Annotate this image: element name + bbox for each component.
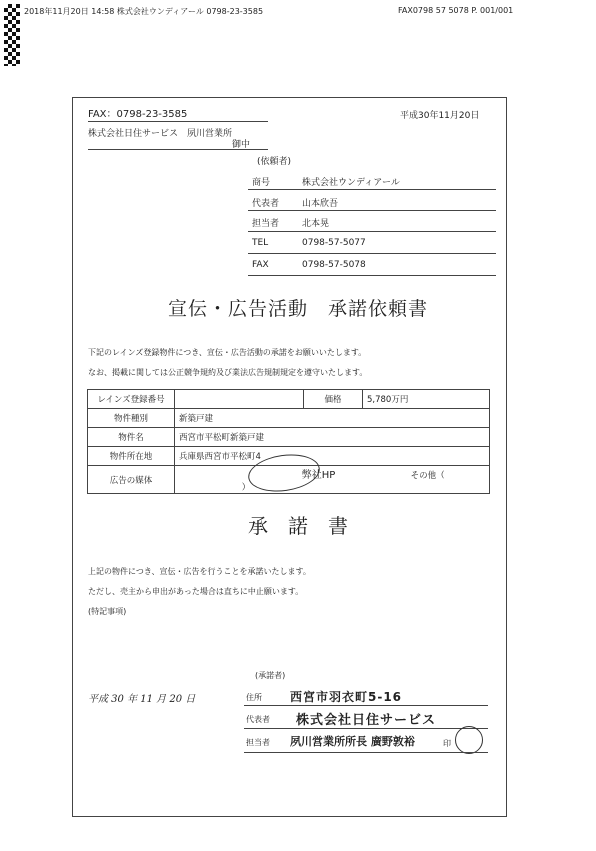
- property-address-value: 兵庫県西宮市平松町4: [175, 447, 490, 466]
- property-address-label: 物件所在地: [88, 447, 175, 466]
- property-type-value: 新築戸建: [175, 409, 490, 428]
- reins-value: [175, 390, 304, 409]
- price-value: 5,780万円: [363, 390, 490, 409]
- staff-label: 担当者: [246, 738, 270, 747]
- property-name-value: 西宮市平松町新築戸建: [175, 428, 490, 447]
- representative-value: 株式会社日住サービス: [296, 713, 437, 728]
- requester-label-staff: 担当者: [252, 219, 280, 229]
- media-other-close: ）: [241, 483, 251, 493]
- table-row: [88, 390, 490, 409]
- address-label: 住所: [246, 693, 262, 702]
- table-row: [88, 409, 490, 428]
- price-label: 価格: [304, 390, 363, 409]
- property-name-label: 物件名: [88, 428, 175, 447]
- seal-label: 印: [443, 739, 451, 748]
- consent-title: 承 諾 書: [248, 514, 348, 538]
- requester-label-representative: 代表者: [252, 199, 280, 209]
- requester-value-fax: 0798-57-5078: [302, 260, 366, 270]
- document-date: 平成30年11月20日: [400, 111, 480, 121]
- recipient-name: 株式会社日住サービス 夙川営業所: [88, 129, 233, 139]
- fax-barcode: [4, 4, 20, 66]
- signed-date: 平成 30 年 11 月 20 日: [88, 694, 196, 705]
- media-label: 広告の媒体: [88, 466, 175, 494]
- requester-label-tel: TEL: [252, 238, 269, 248]
- reins-label: レインズ登録番号: [88, 390, 175, 409]
- fax-number: FAX：0798-23-3585: [88, 109, 188, 120]
- table-row: [88, 428, 490, 447]
- fax-header-left: 2018年11月20日 14:58 株式会社ウンディアール 0798-23-3585: [24, 7, 264, 16]
- property-type-label: 物件種別: [88, 409, 175, 428]
- requester-label-trade-name: 商号: [252, 178, 271, 188]
- recipient-suffix: 御中: [232, 140, 251, 150]
- signer-heading: (承諾者): [255, 671, 286, 680]
- address-value: 西宮市羽衣町5-16: [290, 690, 403, 704]
- requester-heading: (依頼者): [257, 157, 292, 167]
- consent-line-2: ただし、売主から申出があった場合は直ちに中止願います。: [88, 587, 304, 596]
- media-other-label: その他（: [410, 471, 445, 481]
- consent-line-1: 上記の物件につき、宣伝・広告を行うことを承諾いたします。: [88, 567, 311, 576]
- requester-label-fax: FAX: [252, 260, 269, 270]
- document-title: 宣伝・広告活動 承諾依頼書: [167, 298, 428, 320]
- fax-header-right: FAX0798 57 5078 P. 001/001: [398, 6, 514, 15]
- notes-label: (特記事項): [88, 607, 127, 616]
- requester-value-trade-name: 株式会社ウンディアール: [302, 178, 400, 188]
- media-value: 弊社HP: [301, 470, 336, 481]
- requester-value-tel: 0798-57-5077: [302, 238, 366, 248]
- requester-value-representative: 山本欣吾: [302, 199, 339, 209]
- requester-value-staff: 北本晃: [302, 219, 330, 229]
- intro-line-2: なお、掲載に関しては公正競争規約及び業法広告規制規定を遵守いたします。: [88, 368, 368, 377]
- seal-stamp-icon: [455, 726, 483, 754]
- staff-value: 夙川営業所所長 廣野敦裕: [290, 735, 415, 748]
- representative-label: 代表者: [246, 715, 270, 724]
- intro-line-1: 下記のレインズ登録物件につき、宣伝・広告活動の承諾をお願いいたします。: [88, 348, 367, 357]
